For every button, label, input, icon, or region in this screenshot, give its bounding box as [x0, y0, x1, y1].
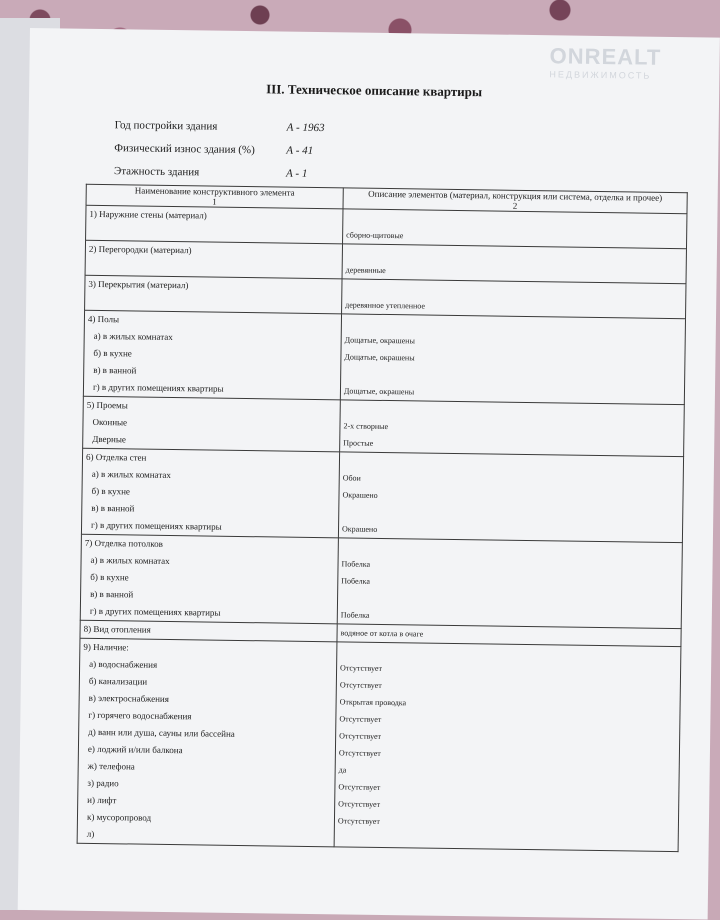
- table-row: [83, 396, 685, 456]
- element-description-cell: [342, 244, 686, 284]
- element-name-cell: [77, 638, 337, 847]
- element-name-line: б) канализации: [88, 675, 148, 687]
- element-name-line: з) радио: [87, 777, 119, 789]
- element-name-line: 1) Наружние стены (материал): [89, 208, 207, 221]
- element-name-cell: [86, 205, 343, 244]
- element-name-line: в) электроснабжения: [88, 692, 169, 705]
- meta-wear: Физический износ здания (%) А - 41: [114, 142, 314, 157]
- element-description-line: Дощатые, окрашены: [344, 335, 415, 346]
- element-name-line: в) в ванной: [91, 502, 135, 514]
- col2-header: Описание элементов (материал, конструкция или система, отделка и прочее) 2: [343, 188, 687, 214]
- element-name-line: а) в жилых комнатах: [91, 468, 171, 481]
- page-title: III. Техническое описание квартиры: [266, 81, 483, 100]
- element-description-line: Отсутствует: [338, 748, 381, 758]
- element-description-cell: [340, 314, 685, 405]
- element-name-line: к) мусоропровод: [86, 811, 152, 823]
- element-name-line: 8) Вид отопления: [83, 623, 151, 635]
- element-name-cell: [80, 534, 338, 624]
- element-description-cell: [337, 538, 682, 629]
- element-description-line: Отсутствует: [338, 782, 381, 792]
- element-description-line: Окрашено: [341, 524, 378, 534]
- element-name-cell: [81, 448, 339, 538]
- element-name-line: 2) Перегородки (материал): [88, 243, 192, 256]
- element-description-line: Окрашено: [342, 490, 378, 500]
- element-name-line: в) в ванной: [93, 364, 137, 376]
- document-page: [18, 28, 720, 920]
- element-name-line: и) лифт: [87, 794, 117, 806]
- element-name-line: Оконные: [92, 416, 128, 428]
- element-name-line: 3) Перекрытия (материал): [88, 278, 189, 291]
- element-name-line: г) в других помещениях квартиры: [92, 381, 224, 394]
- element-name-line: Дверные: [92, 433, 127, 445]
- element-name-cell: [85, 275, 342, 314]
- element-name-line: ж) телефона: [87, 760, 135, 772]
- element-name-line: г) в других помещениях квартиры: [89, 605, 221, 618]
- table-row: [81, 448, 683, 542]
- element-description-line: Дощатые, окрашены: [344, 352, 415, 363]
- element-name-cell: [83, 396, 341, 452]
- element-description-line: Побелка: [341, 576, 370, 586]
- element-description-line: 2-х створные: [343, 421, 389, 432]
- element-name-line: в) в ванной: [90, 588, 134, 600]
- table-body: [77, 205, 687, 851]
- watermark: [549, 43, 661, 81]
- element-name-line: б) в кухне: [91, 485, 130, 497]
- element-name-line: а) в жилых комнатах: [93, 330, 173, 343]
- table-row: [83, 310, 685, 404]
- element-name-line: 5) Проемы: [86, 399, 128, 411]
- element-description-line: Открытая проводка: [339, 697, 407, 708]
- element-description-line: Обои: [342, 473, 361, 483]
- element-description-line: Отсутствует: [337, 816, 380, 826]
- element-description-cell: [342, 279, 686, 319]
- watermark-main: ONREALT: [549, 43, 662, 70]
- element-name-line: 6) Отделка стен: [85, 451, 147, 463]
- watermark-sub: НЕДВИЖИМОСТЬ: [549, 69, 652, 81]
- element-name-line: б) в кухне: [90, 571, 129, 583]
- element-name-line: 7) Отделка потолков: [84, 537, 164, 549]
- meta-floors: Этажность здания А - 1: [113, 165, 308, 180]
- element-description-cell: [334, 642, 681, 852]
- description-table: [77, 184, 688, 852]
- element-name-line: 9) Наличие:: [83, 641, 129, 653]
- element-name-line: д) ванн или душа, сауны или бассейна: [88, 726, 235, 739]
- element-description-line: Отсутствует: [338, 799, 381, 809]
- element-description-line: Отсутствует: [339, 714, 382, 724]
- element-description-cell: [340, 400, 685, 457]
- element-description-line: водяное от котла в очаге: [340, 628, 424, 639]
- element-description-line: сборно-щитовые: [346, 230, 404, 241]
- element-description-line: Дощатые, окрашены: [343, 386, 415, 397]
- table-row: [77, 638, 681, 851]
- element-name-cell: [83, 310, 341, 400]
- element-description-line: деревянное утепленное: [345, 300, 426, 311]
- element-name-line: б) в кухне: [93, 347, 132, 359]
- element-description-line: Побелка: [340, 610, 370, 620]
- element-description-line: да: [338, 765, 347, 775]
- element-name-line: е) лоджий и/или балкона: [87, 743, 183, 756]
- element-name-cell: [85, 240, 342, 279]
- element-name-line: 4) Полы: [87, 313, 120, 325]
- meta-build-year: Год постройки здания А - 1963: [114, 119, 325, 135]
- element-description-cell: [338, 452, 683, 543]
- element-name-line: г) в других помещениях квартиры: [90, 519, 222, 532]
- table-row: [80, 534, 682, 628]
- col1-header: Наименование конструктивного элемента 1: [86, 184, 343, 209]
- element-name-line: а) водоснабжения: [89, 658, 158, 670]
- element-description-line: деревянные: [345, 265, 386, 275]
- element-description-line: Простые: [343, 438, 374, 448]
- element-description-line: Отсутствует: [339, 731, 382, 741]
- element-description-line: Отсутствует: [339, 680, 382, 690]
- element-name-line: г) горячего водоснабжения: [88, 709, 192, 722]
- element-description-cell: [343, 209, 687, 249]
- element-description-line: [338, 829, 675, 851]
- element-description-line: Отсутствует: [340, 663, 383, 673]
- element-name-line: а) в жилых комнатах: [90, 554, 170, 567]
- element-description-line: Побелка: [341, 559, 371, 569]
- element-name-line: л): [86, 828, 95, 839]
